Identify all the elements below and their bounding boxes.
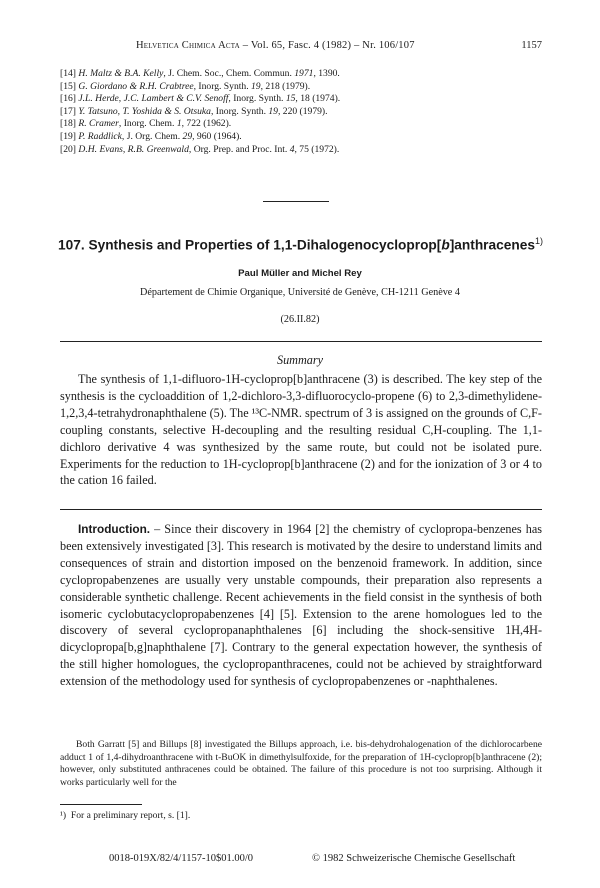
page-number: 1157	[521, 40, 542, 51]
reference-item: [14] H. Maltz & B.A. Kelly, J. Chem. Soc., Chem. Commun. 1971, 1390.	[60, 68, 340, 79]
issn-code: 0018-019X/82/4/1157-10$01.00/0	[109, 853, 253, 864]
reference-item: [18] R. Cramer, Inorg. Chem. 1, 722 (1962).	[60, 118, 232, 130]
footnote: ¹) For a preliminary report, s. [1].	[60, 810, 191, 821]
introduction-heading: Introduction.	[78, 522, 151, 536]
reference-list	[60, 68, 542, 156]
summary-top-rule	[60, 341, 542, 342]
running-head	[60, 40, 542, 56]
summary-body	[60, 371, 542, 489]
journal-volume-info: – Vol. 65, Fasc. 4 (1982) – Nr. 106/107	[239, 40, 415, 51]
reference-item: [20] D.H. Evans, R.B. Greenwald, Org. Prep. and Proc. Int. 4, 75 (1972).	[60, 143, 340, 155]
author-affiliation: Département de Chimie Organique, Université de Genève, CH-1211 Genève 4	[140, 287, 460, 298]
footnote-rule	[60, 804, 142, 805]
copyright-notice: © 1982 Schweizerische Chemische Gesellschaft	[312, 853, 516, 864]
article-authors: Paul Müller and Michel Rey	[238, 268, 362, 279]
received-date: (26.II.82)	[280, 314, 320, 325]
reference-item: [17] Y. Tatsuno, T. Yoshida & S. Otsuka, Inorg. Synth. 19, 220 (1979).	[60, 105, 328, 117]
article-title: 107. Synthesis and Properties of 1,1-Dihalogenocycloprop[b]anthracenes$^{1)}$	[58, 236, 543, 253]
summary-bottom-rule	[60, 509, 542, 510]
reference-item: [19] P. Raddlick, J. Org. Chem. 29, 960 (1964).	[60, 130, 242, 142]
small-print-paragraph	[60, 739, 542, 789]
reference-item: [15] G. Giordano & R.H. Crabtree, Inorg. Synth. 19, 218 (1979).	[60, 80, 311, 92]
summary-heading: Summary	[276, 353, 324, 367]
reference-item: [16] J.L. Herde, J.C. Lambert & C.V. Senoff, Inorg. Synth. 15, 18 (1974).	[60, 93, 341, 105]
introduction-paragraph	[60, 521, 542, 690]
journal-title: Helvetica Chimica Acta	[136, 40, 240, 51]
summary-text: The synthesis of 1,1-difluoro-1H-cycloprop[b]anthracene (3) is described. The key step of the synthesis is the cycloaddition of 1,2-dichloro-3,3-difluorocyclo-propene (6) to 2,3-dimethylidene-1,2,3,4-tetrahydronaphthalene (5). The ¹³C-NMR. spectrum of 3 is assigned on the grounds of C,F-coupling constants, selective H-decoupling and the resulting residual C,H-coupling. The 1,1-dichloro derivative 4 was synthesized by the same route, but could not be isolated pure. Experiments for the reduction to 1H-cycloprop[b]anthracene (2) and for the ionization of 3 or 4 to the cation 16 failed.	[60, 372, 542, 488]
journal-name	[136, 40, 415, 51]
introduction-section	[60, 521, 542, 690]
small-print-text: Both Garratt [5] and Billups [8] investigated the Billups approach, i.e. bis-dehydrohalogenation of the dichlorocarbene adduct 1 of 1,4-dihydroanthracene with t-BuOK in dimethylsulfoxide, for the preparation of 1H-cycloprop[b]anthracene (2); however, only substituted anthracenes could be obtained. The failure of this procedure is not too surprising. Although it works particularly well for the	[60, 739, 542, 788]
section-divider	[263, 201, 329, 202]
title-footnote-mark: 1)	[534, 236, 543, 246]
introduction-text: – Since their discovery in 1964 [2] the chemistry of cyclopropa-benzenes has been extensively investigated [3]. This research is motivated by the desire to understand limits and consequences of strain and distortion imposed on the benzenoid framework. In addition, since cyclopropabenzenes are usually very unstable compounds, their preparation also represents a considerable synthetic challenge. Recent achievements in the field consist in the synthesis of both isomeric cyclobutacyclopropabenzenes [4] [5]. Extension to the arene homologues led to the discovery of several cyclopropanaphthalenes [6] including the shock-sensitive 1H,4H-dicyclopropa[b,g]naphthalene [7]. Contrary to the general expectation however, the synthesis of the still higher homologues, the cyclopropanthracenes, could not be achieved by straightforward extension of the methodology used for synthesis of cyclopropabenzenes or -naphthalenes.	[60, 522, 542, 689]
